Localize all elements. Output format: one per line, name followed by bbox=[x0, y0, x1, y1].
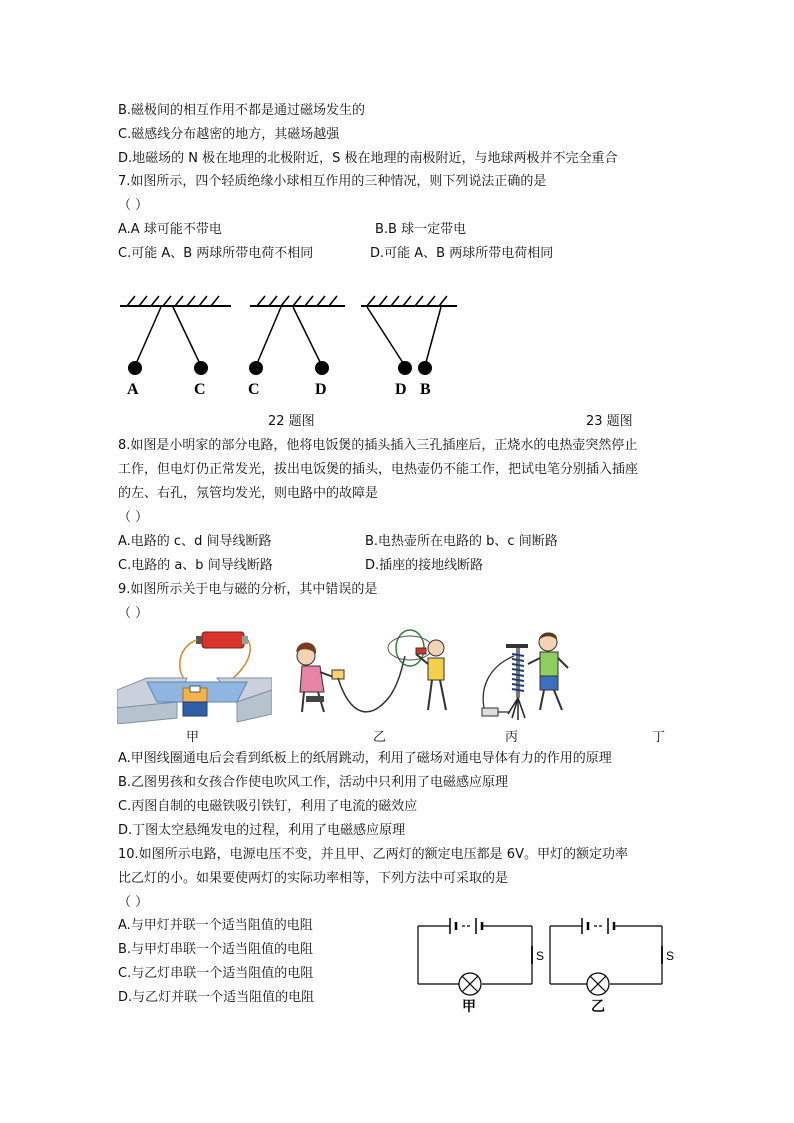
q8-option-d: D.插座的接地线断路 bbox=[365, 558, 484, 573]
q6-option-b: B.磁极间的相互作用不都是通过磁场发生的 bbox=[118, 103, 366, 118]
electromagnet-figure bbox=[470, 626, 590, 724]
ball-label-b: B bbox=[420, 381, 431, 398]
hair-dryer-generator-figure bbox=[290, 626, 465, 724]
lamp-label-yi: 乙 bbox=[591, 999, 605, 1015]
q10-stem-line2: 比乙灯的小。如果要使两灯的实际功率相等，下列方法中可采取的是 bbox=[118, 871, 509, 886]
q8-answer-paren: （ ） bbox=[118, 510, 149, 525]
figure-label-jia: 甲 bbox=[186, 729, 200, 744]
q9-option-a: A.甲图线圈通电后会看到纸板上的纸屑跳动，利用了磁场对通电导体有力的作用的原理 bbox=[118, 751, 612, 766]
switch-label-1: S bbox=[536, 949, 545, 963]
q10-answer-paren: （ ） bbox=[118, 895, 149, 910]
q8-option-b: B.电热壶所在电路的 b、c 间断路 bbox=[365, 534, 558, 549]
q9-option-c: C.丙图自制的电磁铁吸引铁钉，利用了电流的磁效应 bbox=[118, 799, 418, 814]
q7-option-c: C.可能 A、B 两球所带电荷不相同 bbox=[118, 246, 314, 261]
lamp-label-jia: 甲 bbox=[462, 999, 476, 1015]
q7-stem: 7.如图所示，四个轻质绝缘小球相互作用的三种情况，则下列说法正确的是 bbox=[118, 174, 547, 189]
q7-option-a: A.A 球可能不带电 bbox=[118, 222, 222, 237]
q8-stem-line2: 工作，但电灯仍正常发光，拔出电饭煲的插头，电热壶仍不能工作，把试电笔分别插入插座 bbox=[118, 462, 639, 477]
figure-label-yi: 乙 bbox=[373, 729, 387, 744]
q9-stem: 9.如图所示关于电与磁的分析，其中错误的是 bbox=[118, 582, 378, 597]
pendulum-balls-figure bbox=[115, 290, 465, 400]
q7-option-d: D.可能 A、B 两球所带电荷相同 bbox=[370, 246, 554, 261]
figure-label-ding: 丁 bbox=[652, 729, 666, 744]
caption-23: 23 题图 bbox=[586, 414, 633, 429]
switch-label-2: S bbox=[666, 949, 675, 963]
ball-label-c2: C bbox=[248, 381, 260, 398]
q8-option-c: C.电路的 a、b 间导线断路 bbox=[118, 558, 273, 573]
q10-option-a: A.与甲灯并联一个适当阻值的电阻 bbox=[118, 918, 313, 933]
two-lamp-circuits-figure bbox=[410, 910, 680, 1015]
q8-stem-line3: 的左、右孔，氖管均发光，则电路中的故障是 bbox=[118, 486, 379, 501]
q9-answer-paren: （ ） bbox=[118, 606, 149, 621]
q9-option-b: B.乙图男孩和女孩合作使电吹风工作，活动中只利用了电磁感应原理 bbox=[118, 775, 509, 790]
q7-option-b: B.B 球一定带电 bbox=[375, 222, 467, 237]
q6-option-d: D.地磁场的 N 极在地理的北极附近，S 极在地理的南极附近，与地球两极并不完全重合 bbox=[118, 151, 618, 166]
ball-label-c1: C bbox=[194, 381, 206, 398]
coil-on-cardboard-figure bbox=[117, 626, 272, 724]
figure-label-bing: 丙 bbox=[505, 729, 519, 744]
q10-option-d: D.与乙灯并联一个适当阻值的电阻 bbox=[118, 990, 315, 1005]
ball-label-a: A bbox=[127, 381, 139, 398]
caption-22: 22 题图 bbox=[268, 414, 315, 429]
q10-option-b: B.与甲灯串联一个适当阻值的电阻 bbox=[118, 942, 314, 957]
ball-label-d1: D bbox=[315, 381, 327, 398]
ball-label-d2: D bbox=[395, 381, 407, 398]
q10-option-c: C.与乙灯串联一个适当阻值的电阻 bbox=[118, 966, 314, 981]
q10-stem-line1: 10.如图所示电路，电源电压不变，并且甲、乙两灯的额定电压都是 6V。甲灯的额定功率 bbox=[118, 847, 628, 862]
q8-stem-line1: 8.如图是小明家的部分电路，他将电饭煲的插头插入三孔插座后，正烧水的电热壶突然停止 bbox=[118, 438, 638, 453]
q6-option-c: C.磁感线分布越密的地方，其磁场越强 bbox=[118, 127, 340, 142]
q9-option-d: D.丁图太空悬绳发电的过程，利用了电磁感应原理 bbox=[118, 823, 406, 838]
q7-answer-paren: （ ） bbox=[118, 198, 149, 213]
q8-option-a: A.电路的 c、d 间导线断路 bbox=[118, 534, 272, 549]
